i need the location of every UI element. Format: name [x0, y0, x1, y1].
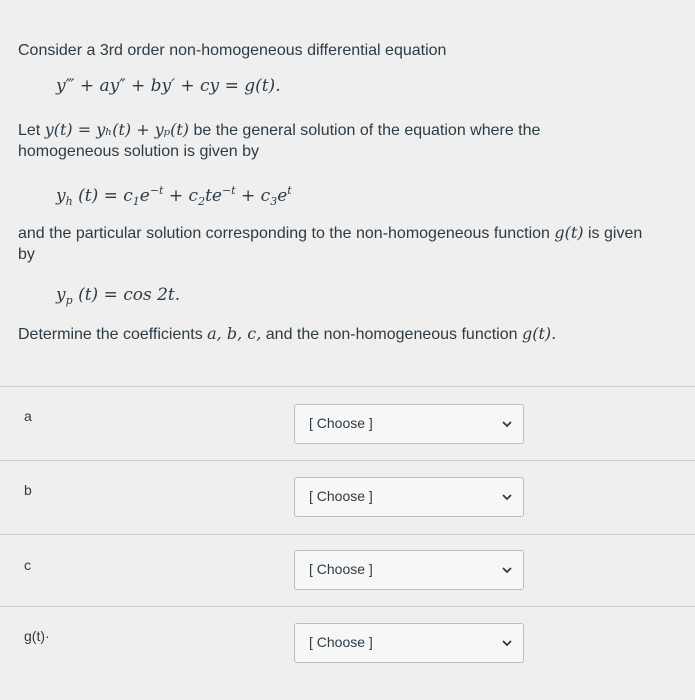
answer-select-b[interactable] [294, 477, 524, 517]
row-label-a: a [24, 408, 32, 424]
chevron-down-icon [501, 564, 513, 576]
divider [0, 534, 695, 535]
row-label-b: b [24, 482, 32, 498]
divider [0, 606, 695, 607]
let-line: Let y(t) = yₕ(t) + yₚ(t) be the general solution of the equation where the [18, 120, 541, 139]
row-label-c: c [24, 557, 31, 573]
homogeneous-line: homogeneous solution is given by [18, 143, 260, 160]
particular-line-2: by [18, 246, 35, 263]
particular-equation: $y_p$ (t) = cos 2t. [56, 285, 181, 307]
general-solution-math: y(t) = yₕ(t) + yₚ(t) [44, 120, 190, 139]
question-intro: Consider a 3rd order non-homogeneous differential equation [18, 42, 447, 59]
select-value: [ Choose ] [309, 415, 373, 431]
divider [0, 460, 695, 461]
answer-select-g[interactable] [294, 623, 524, 663]
particular-line-1: and the particular solution corresponding to the non-homogeneous function g(t) is given [18, 223, 643, 242]
chevron-down-icon [501, 418, 513, 430]
homogeneous-equation: $y_h$ $(t) = c_1e^{-t} + c_2te^{-t} + c_3e^t$ [56, 184, 292, 208]
determine-line: Determine the coefficients a, b, c, and the non-homogeneous function g(t). [18, 324, 557, 343]
divider [0, 386, 695, 387]
chevron-down-icon [501, 637, 513, 649]
select-value: [ Choose ] [309, 561, 373, 577]
select-value: [ Choose ] [309, 488, 373, 504]
answer-select-a[interactable] [294, 404, 524, 444]
select-value: [ Choose ] [309, 634, 373, 650]
chevron-down-icon [501, 491, 513, 503]
main-equation: y‴ + ay″ + by′ + cy = g(t). [56, 76, 281, 96]
answer-select-c[interactable] [294, 550, 524, 590]
row-label-g: g(t)· [24, 628, 50, 644]
